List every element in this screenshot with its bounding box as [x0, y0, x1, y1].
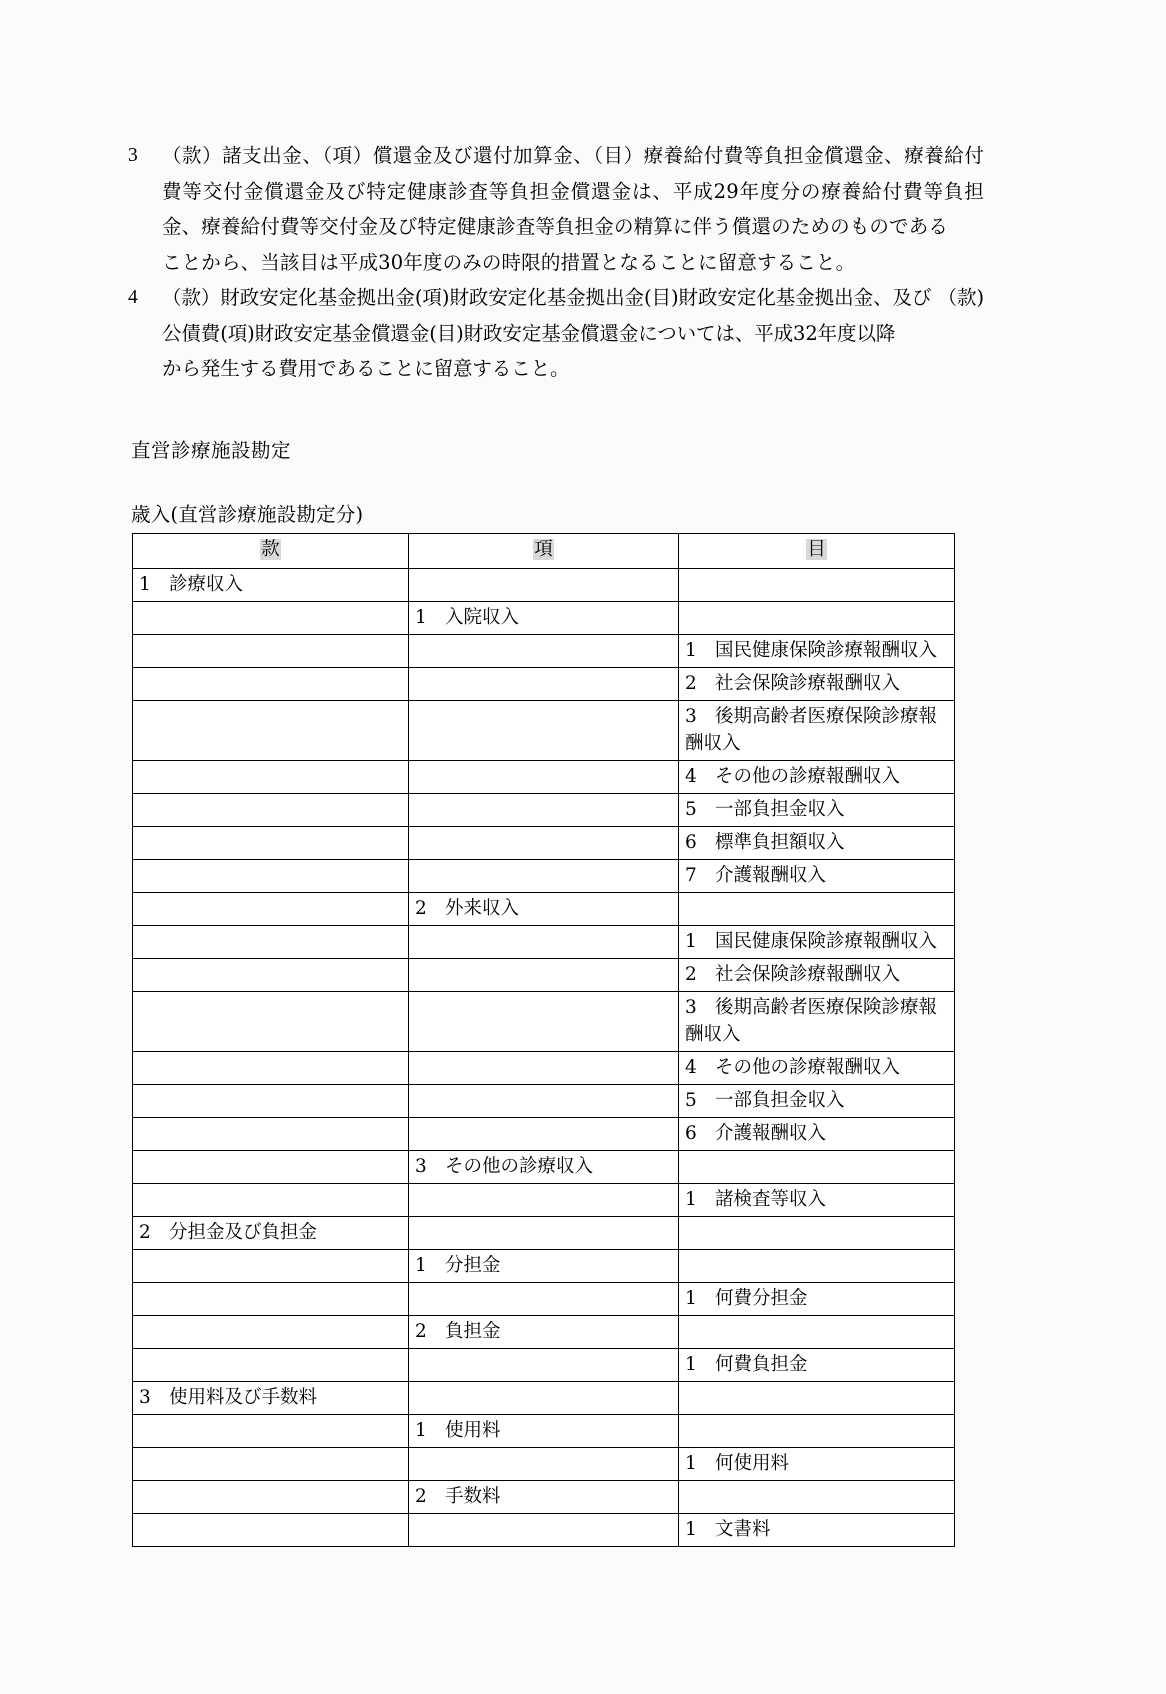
table-row — [133, 701, 955, 761]
cell-moku-label: 一部負担金収入 — [715, 799, 845, 820]
cell-ko — [409, 701, 679, 761]
cell-kan — [133, 701, 409, 761]
cell-ko — [409, 827, 679, 860]
cell-ko — [409, 794, 679, 827]
cell-moku — [679, 1184, 955, 1217]
cell-moku-label: 社会保険診療報酬収入 — [715, 964, 901, 985]
cell-ko — [409, 1118, 679, 1151]
cell-moku — [679, 1085, 955, 1118]
cell-moku — [679, 1514, 955, 1547]
cell-kan — [133, 959, 409, 992]
cell-moku-number: 1 — [685, 1519, 697, 1540]
section-heading: 直営診療施設勘定 — [131, 439, 292, 462]
cell-kan-number: 2 — [139, 1222, 151, 1243]
cell-moku-number: 1 — [685, 1288, 697, 1309]
cell-ko — [409, 1481, 679, 1514]
cell-ko — [409, 926, 679, 959]
cell-kan — [133, 1448, 409, 1481]
cell-kan — [133, 569, 409, 602]
cell-ko — [409, 1217, 679, 1250]
cell-moku-number: 1 — [685, 1354, 697, 1375]
notes-list — [128, 138, 984, 387]
cell-ko-number: 1 — [415, 607, 427, 628]
cell-moku-number: 5 — [685, 1090, 697, 1111]
cell-moku — [679, 1481, 955, 1514]
table-row — [133, 992, 955, 1052]
table-row — [133, 1085, 955, 1118]
column-header-moku-label: 目 — [807, 539, 826, 560]
cell-moku-number: 1 — [685, 1453, 697, 1474]
cell-moku — [679, 860, 955, 893]
cell-moku — [679, 1415, 955, 1448]
note-number: 3 — [128, 145, 138, 166]
cell-moku-number: 7 — [685, 865, 697, 886]
table-row — [133, 1184, 955, 1217]
cell-moku-number: 1 — [685, 931, 697, 952]
cell-moku-label: 介護報酬収入 — [715, 865, 827, 886]
cell-ko — [409, 1415, 679, 1448]
table-row — [133, 1118, 955, 1151]
cell-moku — [679, 926, 955, 959]
cell-moku — [679, 668, 955, 701]
cell-moku-label: 国民健康保険診療報酬収入 — [715, 640, 938, 661]
cell-kan — [133, 1151, 409, 1184]
note-number: 4 — [128, 287, 138, 308]
cell-ko — [409, 1184, 679, 1217]
cell-moku — [679, 1217, 955, 1250]
cell-kan — [133, 1283, 409, 1316]
cell-kan — [133, 1481, 409, 1514]
note-body — [162, 280, 984, 387]
note-item-3 — [128, 138, 984, 280]
cell-kan — [133, 860, 409, 893]
cell-ko — [409, 860, 679, 893]
cell-moku-label: 介護報酬収入 — [715, 1123, 827, 1144]
cell-moku-label: その他の診療報酬収入 — [715, 766, 901, 787]
cell-ko — [409, 959, 679, 992]
cell-moku — [679, 569, 955, 602]
column-header-kan — [133, 534, 409, 569]
table-body — [133, 569, 955, 1547]
cell-kan — [133, 1217, 409, 1250]
cell-moku — [679, 761, 955, 794]
cell-moku-number: 2 — [685, 673, 697, 694]
cell-ko-label: 外来収入 — [445, 898, 520, 919]
cell-moku — [679, 827, 955, 860]
cell-ko — [409, 893, 679, 926]
cell-ko-label: 負担金 — [445, 1321, 501, 1342]
cell-moku-label: 社会保険診療報酬収入 — [715, 673, 901, 694]
table-row — [133, 602, 955, 635]
cell-moku — [679, 701, 955, 761]
cell-kan-label: 使用料及び手数料 — [169, 1387, 318, 1408]
cell-ko — [409, 1514, 679, 1547]
cell-ko-number: 1 — [415, 1420, 427, 1441]
cell-kan — [133, 893, 409, 926]
cell-moku — [679, 1448, 955, 1481]
cell-moku — [679, 602, 955, 635]
cell-moku — [679, 635, 955, 668]
table-row — [133, 1514, 955, 1547]
cell-moku-label: 一部負担金収入 — [715, 1090, 845, 1111]
table-row — [133, 1349, 955, 1382]
cell-kan — [133, 1415, 409, 1448]
cell-kan — [133, 1250, 409, 1283]
budget-revenue-table — [132, 533, 955, 1547]
cell-kan-number: 1 — [139, 574, 151, 595]
cell-ko — [409, 1382, 679, 1415]
cell-ko — [409, 1250, 679, 1283]
cell-moku-number: 1 — [685, 1189, 697, 1210]
cell-moku-label: 何費負担金 — [715, 1354, 808, 1375]
column-header-ko-label: 項 — [534, 539, 553, 560]
column-header-ko — [409, 534, 679, 569]
cell-moku-number: 5 — [685, 799, 697, 820]
cell-moku — [679, 1151, 955, 1184]
cell-kan — [133, 794, 409, 827]
cell-moku-number: 6 — [685, 832, 697, 853]
cell-moku-label: 後期高齢者医療保険診療報酬収入 — [685, 997, 938, 1045]
cell-moku-number: 6 — [685, 1123, 697, 1144]
cell-ko — [409, 635, 679, 668]
cell-moku-number: 4 — [685, 766, 697, 787]
cell-moku-number: 3 — [685, 706, 697, 727]
cell-kan — [133, 635, 409, 668]
cell-moku-label: 文書料 — [715, 1519, 771, 1540]
note-line: 費等交付金償還金及び特定健康診査等負担金償還金は、平成29年度分の療養給付費等負担 — [162, 179, 984, 203]
cell-moku — [679, 794, 955, 827]
cell-ko — [409, 1448, 679, 1481]
cell-ko-number: 2 — [415, 898, 427, 919]
note-line: （款)公債費(項)財政安定基金償還金(目)財政安定基金償還金については、平成32年度以降 — [162, 286, 984, 345]
note-line: から発生する費用であることに留意すること。 — [162, 357, 570, 380]
cell-ko — [409, 1151, 679, 1184]
cell-kan-label: 分担金及び負担金 — [169, 1222, 318, 1243]
cell-kan — [133, 1514, 409, 1547]
note-item-4 — [128, 280, 984, 387]
cell-kan-label: 診療収入 — [169, 574, 244, 595]
table-row — [133, 1448, 955, 1481]
cell-ko-number: 2 — [415, 1486, 427, 1507]
cell-moku — [679, 959, 955, 992]
cell-kan — [133, 926, 409, 959]
table-row — [133, 1481, 955, 1514]
note-line: （款）諸支出金、（項）償還金及び還付加算金、（目）療養給付費等負担金償還金、療養給付 — [162, 144, 984, 167]
cell-kan — [133, 827, 409, 860]
cell-kan-number: 3 — [139, 1387, 151, 1408]
cell-ko-label: 使用料 — [445, 1420, 501, 1441]
cell-ko — [409, 602, 679, 635]
cell-moku-number: 3 — [685, 997, 697, 1018]
table-row — [133, 959, 955, 992]
table-row — [133, 794, 955, 827]
note-line: 金、療養給付費等交付金及び特定健康診査等負担金の精算に伴う償還のためのものである — [162, 215, 949, 238]
cell-kan — [133, 1085, 409, 1118]
cell-kan — [133, 761, 409, 794]
table-row — [133, 1151, 955, 1184]
cell-moku-number: 1 — [685, 640, 697, 661]
cell-ko-label: その他の診療収入 — [445, 1156, 594, 1177]
note-line: ことから、当該目は平成30年度のみの時限的措置となることに留意すること。 — [162, 250, 856, 274]
cell-kan — [133, 668, 409, 701]
cell-moku-label: その他の診療報酬収入 — [715, 1057, 901, 1078]
note-body — [162, 138, 984, 280]
cell-kan — [133, 992, 409, 1052]
cell-moku — [679, 992, 955, 1052]
cell-kan — [133, 602, 409, 635]
cell-kan — [133, 1349, 409, 1382]
cell-ko — [409, 1085, 679, 1118]
cell-ko — [409, 1283, 679, 1316]
table-row — [133, 668, 955, 701]
cell-moku-number: 4 — [685, 1057, 697, 1078]
table-row — [133, 1382, 955, 1415]
table-row — [133, 635, 955, 668]
column-header-moku — [679, 534, 955, 569]
table-row — [133, 1316, 955, 1349]
table-row — [133, 893, 955, 926]
table-row — [133, 1217, 955, 1250]
cell-ko — [409, 1349, 679, 1382]
cell-moku-label: 諸検査等収入 — [715, 1189, 827, 1210]
cell-ko — [409, 668, 679, 701]
cell-moku — [679, 1382, 955, 1415]
cell-moku — [679, 1118, 955, 1151]
table-row — [133, 1415, 955, 1448]
cell-moku — [679, 1052, 955, 1085]
table-row — [133, 926, 955, 959]
cell-ko-number: 3 — [415, 1156, 427, 1177]
table-row — [133, 860, 955, 893]
cell-moku — [679, 1250, 955, 1283]
table-header-row — [133, 534, 955, 569]
column-header-kan-label: 款 — [261, 539, 280, 560]
cell-moku — [679, 1349, 955, 1382]
cell-moku-label: 何使用料 — [715, 1453, 790, 1474]
table-row — [133, 1283, 955, 1316]
table-row — [133, 1052, 955, 1085]
cell-moku-label: 標準負担額収入 — [715, 832, 845, 853]
cell-ko-label: 入院収入 — [445, 607, 520, 628]
cell-ko-label: 手数料 — [445, 1486, 501, 1507]
cell-kan — [133, 1382, 409, 1415]
cell-ko — [409, 761, 679, 794]
table-row — [133, 569, 955, 602]
cell-ko — [409, 569, 679, 602]
table-row — [133, 827, 955, 860]
cell-kan — [133, 1316, 409, 1349]
cell-moku-label: 何費分担金 — [715, 1288, 808, 1309]
cell-kan — [133, 1118, 409, 1151]
cell-ko-number: 2 — [415, 1321, 427, 1342]
table-caption: 歳入(直営診療施設勘定分) — [131, 503, 364, 526]
cell-kan — [133, 1184, 409, 1217]
note-line: （款）財政安定化基金拠出金(項)財政安定化基金拠出金(目)財政安定化基金拠出金、及び — [162, 286, 932, 309]
cell-moku-number: 2 — [685, 964, 697, 985]
cell-ko — [409, 1052, 679, 1085]
cell-moku-label: 国民健康保険診療報酬収入 — [715, 931, 938, 952]
cell-moku-label: 後期高齢者医療保険診療報酬収入 — [685, 706, 938, 754]
cell-moku — [679, 1283, 955, 1316]
cell-moku — [679, 893, 955, 926]
cell-moku — [679, 1316, 955, 1349]
table-row — [133, 1250, 955, 1283]
table-row — [133, 761, 955, 794]
cell-ko-number: 1 — [415, 1255, 427, 1276]
cell-ko-label: 分担金 — [445, 1255, 501, 1276]
cell-ko — [409, 1316, 679, 1349]
cell-ko — [409, 992, 679, 1052]
cell-kan — [133, 1052, 409, 1085]
